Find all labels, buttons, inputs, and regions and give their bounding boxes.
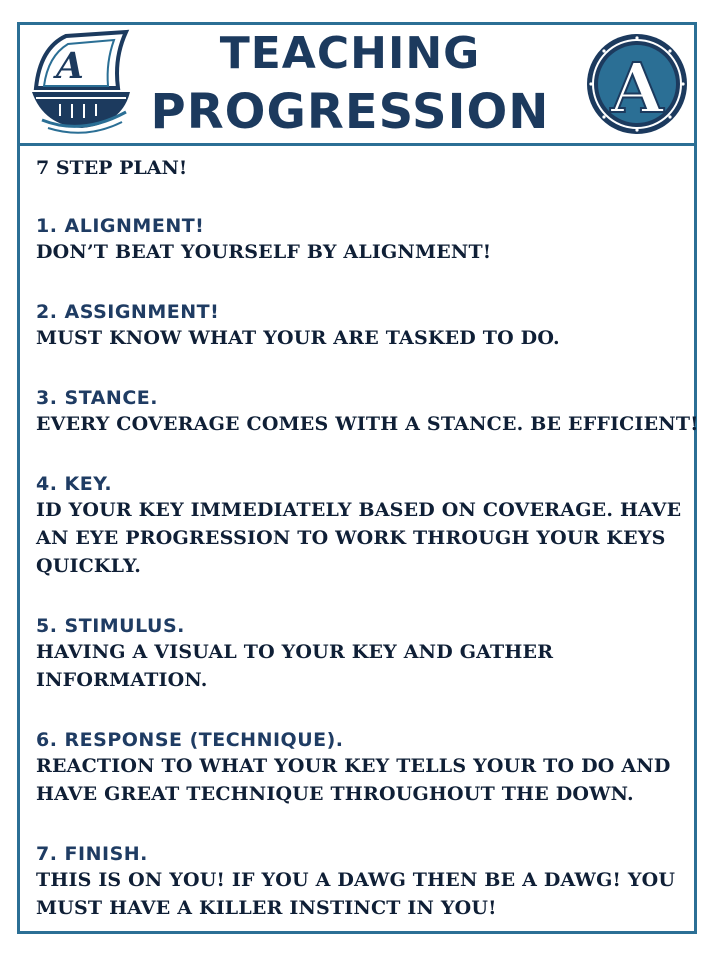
step-4 (36, 472, 704, 580)
step-5 (36, 614, 704, 694)
letter-a-badge-icon (585, 32, 689, 136)
badge-letter: A (610, 49, 664, 129)
step-6 (36, 728, 704, 808)
step-title: 4. KEY. (36, 473, 113, 495)
step-description: THIS IS ON YOU! IF YOU A DAWG THEN BE A DAWG! YOU MUST HAVE A KILLER INSTINCT IN YOU! (36, 869, 676, 919)
boat-logo-icon (26, 28, 136, 138)
header-divider (20, 143, 694, 146)
step-1 (36, 214, 704, 266)
step-3 (36, 386, 704, 438)
step-description: EVERY COVERAGE COMES WITH A STANCE. BE EFFICIENT! (36, 413, 699, 435)
title-line-1: TEACHING (219, 28, 481, 79)
step-description: HAVING A VISUAL TO YOUR KEY AND GATHER INFORMATION. (36, 641, 554, 691)
step-2 (36, 300, 704, 352)
step-description: DON’T BEAT YOURSELF BY ALIGNMENT! (36, 241, 492, 263)
plan-content (36, 150, 704, 922)
boat-logo-letter: A (51, 44, 89, 87)
step-title: 1. ALIGNMENT! (36, 215, 205, 237)
step-description: MUST KNOW WHAT YOUR ARE TASKED TO DO. (36, 327, 560, 349)
step-title: 5. STIMULUS. (36, 615, 185, 637)
step-description: ID YOUR KEY IMMEDIATELY BASED ON COVERAGE. HAVE AN EYE PROGRESSION TO WORK THROUGH YOUR KEYS QUICKLY. (36, 499, 682, 577)
plan-heading: 7 STEP PLAN! (36, 157, 188, 179)
step-7 (36, 842, 704, 922)
step-description: REACTION TO WHAT YOUR KEY TELLS YOUR TO DO AND HAVE GREAT TECHNIQUE THROUGHOUT THE DOWN. (36, 755, 671, 805)
step-title: 7. FINISH. (36, 843, 148, 865)
step-title: 2. ASSIGNMENT! (36, 301, 220, 323)
title-line-2: PROGRESSION (150, 84, 550, 140)
step-title: 3. STANCE. (36, 387, 158, 409)
step-title: 6. RESPONSE (TECHNIQUE). (36, 729, 344, 751)
